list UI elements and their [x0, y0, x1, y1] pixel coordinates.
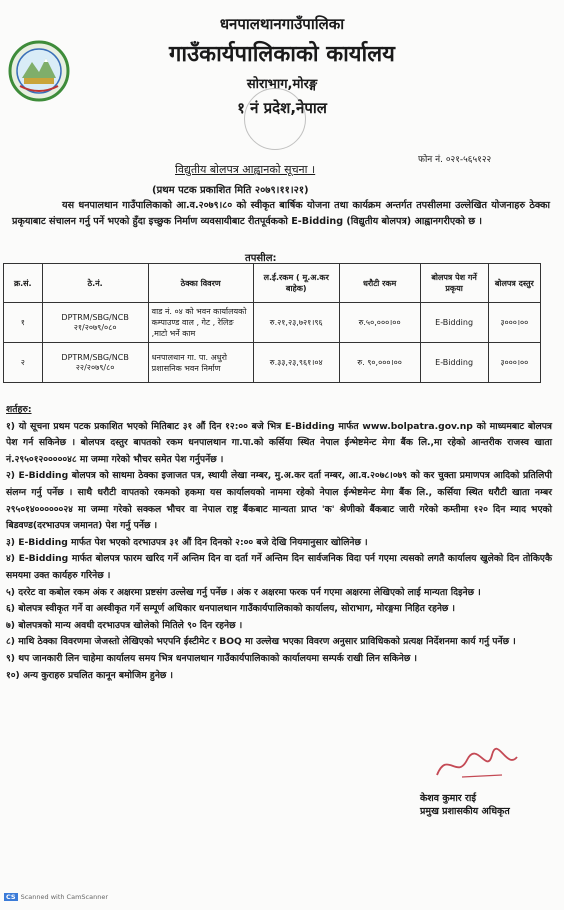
term-item	[6, 651, 552, 668]
handwritten-signature	[432, 745, 522, 785]
terms-list	[6, 419, 552, 685]
cell-sn: २	[4, 343, 43, 383]
term-item	[6, 618, 552, 635]
municipality-name: धनपालथानगाउँपालिका	[219, 15, 345, 33]
officer-block	[420, 792, 510, 818]
term-item	[6, 585, 552, 602]
col-contract-no: ठे.नं.	[42, 264, 148, 303]
cell-cost-estimate: रु.३३,२३,९६१।०४	[253, 343, 339, 383]
term-number: २)	[6, 470, 15, 482]
officer-name: केशव कुमार राई	[420, 793, 476, 804]
term-item	[6, 419, 552, 469]
terms-section	[6, 402, 552, 684]
term-item	[6, 468, 552, 534]
cell-bid-security: रु.५०,०००।००	[339, 303, 420, 343]
term-number: ६)	[6, 603, 15, 615]
cell-description: वाड नं. ०४ को भवन कार्यालयको कम्पाउण्ड वाल , गेट , रेलिङ ,माटो भर्ने काम	[148, 303, 253, 343]
officer-title: प्रमुख प्रशासकीय अधिकृत	[420, 806, 510, 817]
cell-description: धनपालथान गा. पा. अधुरो प्रशासनिक भवन निर्माण	[148, 343, 253, 383]
details-label: तपसील:	[245, 253, 277, 264]
province-name: १ नं प्रदेश,नेपाल	[237, 99, 327, 117]
cell-bid-fee: ३०००।००	[488, 303, 540, 343]
term-number: ४)	[6, 553, 15, 565]
terms-title: शर्तहरु:	[6, 404, 32, 415]
term-text: बोलपत्र स्वीकृत गर्ने वा अस्वीकृत गर्ने सम्पूर्ण अधिकार धनपालथान गाउँकार्यपालिकाको कार्यालय, सोराभाग, मोरङ्गमा निहित रहनेछ ।	[18, 603, 456, 615]
term-item	[6, 601, 552, 618]
term-item	[6, 634, 552, 651]
term-number: ९)	[6, 652, 15, 664]
scanner-text: Scanned with CamScanner	[20, 893, 108, 901]
term-text: अन्य कुराहरु प्रचलित कानून बमोजिम हुनेछ ।	[22, 669, 174, 681]
term-number: ३)	[6, 536, 15, 548]
term-text: E-Bidding मार्फत बोलपत्र फारम खरिद गर्ने अन्तिम दिन वा दर्ता गर्ने अन्तिम दिन सार्वजनिक विदा पर्न गएमा त्यसको लगतै कार्यालय खुलेको दिन तोकिएकै समयमा उक्त कार्यहरु गरिनेछ ।	[6, 553, 553, 581]
term-number: ७)	[6, 619, 15, 631]
term-number: १०)	[6, 669, 20, 681]
publish-date: (प्रथम पटक प्रकाशित मिति २०७९।११।२१)	[152, 185, 309, 196]
camscanner-icon: CS	[6, 893, 16, 901]
col-sn: क्र.सं.	[4, 264, 43, 303]
col-bid-security: धरौटी रकम	[339, 264, 420, 303]
cell-bid-security: रु. ९०,०००।००	[339, 343, 420, 383]
office-address: सोराभाग,मोरङ्ग	[246, 77, 318, 92]
col-contract-description: ठेक्का विवरण	[148, 264, 253, 303]
tender-table	[3, 263, 541, 383]
cell-submission-method: E-Bidding	[420, 343, 488, 383]
term-text: बोलपत्रको मान्य अवधी दरभाउपत्र खोलेको मितिले ९० दिन रहनेछ ।	[18, 619, 243, 631]
term-number: ५)	[6, 586, 15, 598]
cell-sn: १	[4, 303, 43, 343]
col-cost-estimate: ल.ई.रकम ( मू.अ.कर बाहेक)	[253, 264, 339, 303]
term-text: E-Bidding मार्फत पेश भएको दरभाउपत्र ३१ औं दिन दिनको २:०० बजे देखि नियमानुसार खोलिनेछ ।	[18, 536, 368, 548]
intro-paragraph	[12, 198, 550, 230]
term-text: माथि ठेक्का विवरणमा जेजस्तो लेखिएको भएपनि ईस्टीमेट र BOQ मा उल्लेख भएका विवरण अनुसार प्राविधिकको प्रत्यक्ष निर्देशनमा कार्य गर्नु पर्नेछ ।	[18, 636, 516, 648]
term-text: यो सूचना प्रथम पटक प्रकाशित भएको मितिबाट ३१ औं दिन १२:०० बजे भित्र E-Bidding मार्फत www.bolpatra.gov.np को माध्यमबाट बोलपत्र पेश गर्न सकिनेछ । बोलपत्र दस्तुर बापतको रकम धनपालथान गा.पा.को कर्सिया स्थित नेपाल ईन्भेष्टमेन्ट मेगा बैंक लि.,मा रहेको आन्तरीक राजस्व खाता नं.२९५०१२०००००४८ मा जम्मा गरेको भौचर समेत पेश गर्नुपर्नेछ ।	[6, 420, 552, 465]
office-name: गाउँकार्यपालिकाको कार्यालय	[169, 42, 395, 67]
table-row	[4, 343, 541, 383]
term-text: थप जानकारी लिन चाहेमा कार्यालय समय भित्र धनपालथान गाउँकार्यपालिकाको कार्यालयमा सम्पर्क राखी लिन सकिनेछ ।	[18, 652, 417, 664]
cell-bid-fee: ३०००।००	[488, 343, 540, 383]
notice-title: विद्युतीय बोलपत्र आह्वानको सूचना ।	[175, 163, 316, 176]
table-header-row	[4, 264, 541, 303]
intro-text: यस धनपालथान गाउँपालिकाको आ.व.२०७९।८० को स्वीकृत बार्षिक योजना तथा कार्यक्रम अन्तर्गत तपसीलमा उल्लेखित योजनाहरु ठेक्का प्रकृयाबाट संचालन गर्नु पर्ने भएको हुँदा इच्छुक निर्माण व्यवसायीबाट रीतपूर्वकको E-Bidding (विद्युतीय बोलपत्र) आह्वानगरीएको छ ।	[12, 200, 550, 227]
table-row	[4, 303, 541, 343]
cell-contract-no: DPTRM/SBG/NCB २१/२०७९/०८०	[42, 303, 148, 343]
cell-submission-method: E-Bidding	[420, 303, 488, 343]
col-bid-fee: बोलपत्र दस्तुर	[488, 264, 540, 303]
term-text: E-Bidding बोलपत्र को साथमा ठेक्का इजाजत पत्र, स्थायी लेखा नम्बर, मु.अ.कर दर्ता नम्बर, आ.व.२०७८।०७९ को कर चुक्ता प्रमाणपत्र आदिको प्रतिलिपी संलग्न गर्नु पर्नेछ । साथै धरौटी वापतको रकमको हकमा यस कार्यालयको नाममा रहेको नेपाल ईन्भेष्टमेन्ट मेगा बैंक लि., कर्सिया स्थित धरौटी खाता नम्बर २९५०१४००००००२४ मा जम्मा गरेको सक्कल भौचर वा नेपाल राष्ट्र बैंकबाट मान्यता प्राप्त 'क' श्रेणीको बैंकबाट जारी गरेको कम्तीमा १२० दिन म्याद भएको बिडवण्ड(दरभाउपत्र जमानत) पेश गर्नु पर्नेछ ।	[6, 470, 553, 532]
cell-cost-estimate: रु.२१,२३,७२१।९६	[253, 303, 339, 343]
office-stamp	[244, 88, 306, 150]
term-number: ८)	[6, 636, 15, 648]
cell-contract-no: DPTRM/SBG/NCB २२/२०७९/८०	[42, 343, 148, 383]
phone-number: फोन नं. ०२१-५६५१२२	[418, 155, 492, 165]
term-number: १)	[6, 420, 15, 432]
term-text: दररेट वा कबोल रकम अंक र अक्षरमा प्रष्टसंग उल्लेख गर्नु पर्नेछ । अंक र अक्षरमा फरक पर्न गएमा अक्षरमा लेखिएको लाई मान्यता दिइनेछ ।	[18, 586, 481, 598]
term-item	[6, 551, 552, 584]
term-item	[6, 668, 552, 685]
col-submission-method: बोलपत्र पेश गर्ने प्रकृया	[420, 264, 488, 303]
scanner-watermark	[4, 893, 108, 901]
term-item	[6, 535, 552, 552]
